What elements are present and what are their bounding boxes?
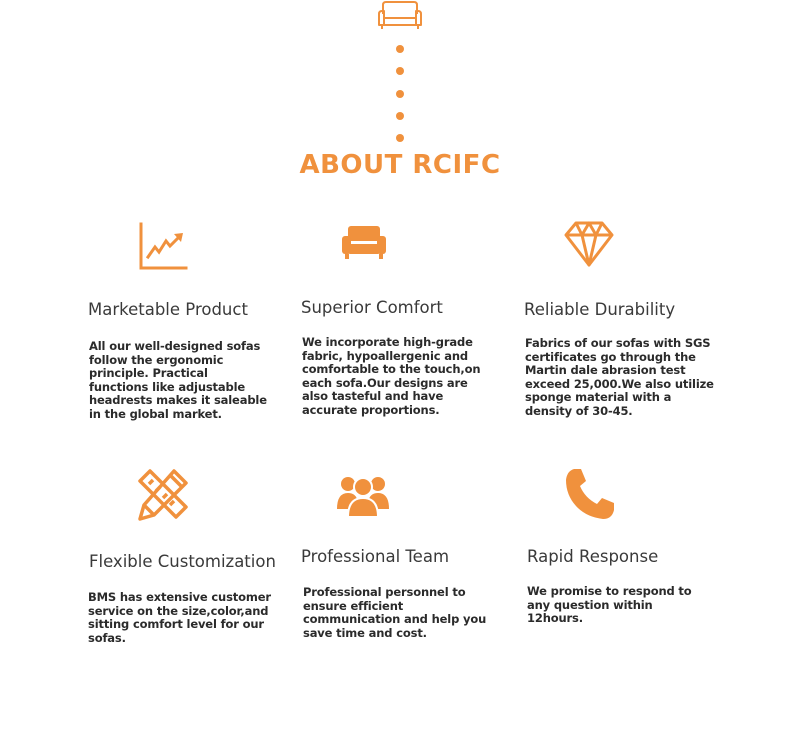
connector-dot bbox=[396, 67, 404, 75]
feature-title: Reliable Durability bbox=[524, 300, 676, 319]
feature-title: Rapid Response bbox=[527, 547, 659, 566]
connector-dot bbox=[396, 134, 404, 142]
connector-dot bbox=[396, 112, 404, 120]
feature-description: Professional personnel to ensure efficient communication and help you save time and cost. bbox=[303, 585, 487, 640]
feature-description: BMS has extensive customer service on the size,color,and sitting comfort level for our sofas. bbox=[88, 590, 271, 645]
team-icon bbox=[337, 473, 389, 521]
feature-title: Professional Team bbox=[301, 547, 450, 566]
feature-title: Superior Comfort bbox=[301, 298, 443, 317]
feature-description: Fabrics of our sofas with SGS certificates go through the Martin dale abrasion test exceed 25,000.We also utilize sponge material with a density of 30-45. bbox=[525, 336, 714, 418]
feature-description: We promise to respond to any question within 12hours. bbox=[527, 584, 692, 625]
sofa-icon bbox=[341, 225, 387, 265]
growth-chart-icon bbox=[138, 221, 188, 275]
page-title: ABOUT RCIFC bbox=[299, 150, 501, 180]
feature-flexible-customization bbox=[88, 465, 318, 645]
feature-professional-team bbox=[301, 465, 531, 645]
feature-title: Flexible Customization bbox=[89, 552, 276, 571]
connector-dot bbox=[396, 90, 404, 98]
phone-icon bbox=[565, 468, 615, 524]
feature-superior-comfort bbox=[301, 215, 531, 415]
pencil-ruler-icon bbox=[136, 467, 190, 527]
sofa-outline-icon bbox=[375, 0, 425, 34]
feature-rapid-response bbox=[527, 465, 757, 645]
connector-dot bbox=[396, 45, 404, 53]
feature-marketable-product bbox=[88, 215, 318, 421]
feature-reliable-durability bbox=[524, 215, 754, 418]
diamond-icon bbox=[564, 220, 614, 272]
feature-title: Marketable Product bbox=[88, 300, 248, 319]
feature-description: All our well-designed sofas follow the ergonomic principle. Practical functions like adjustable headrests makes it saleable in the global market. bbox=[89, 339, 267, 421]
feature-description: We incorporate high-grade fabric, hypoallergenic and comfortable to the touch,on each sofa.Our designs are also tasteful and have accurate proportions. bbox=[302, 335, 481, 417]
